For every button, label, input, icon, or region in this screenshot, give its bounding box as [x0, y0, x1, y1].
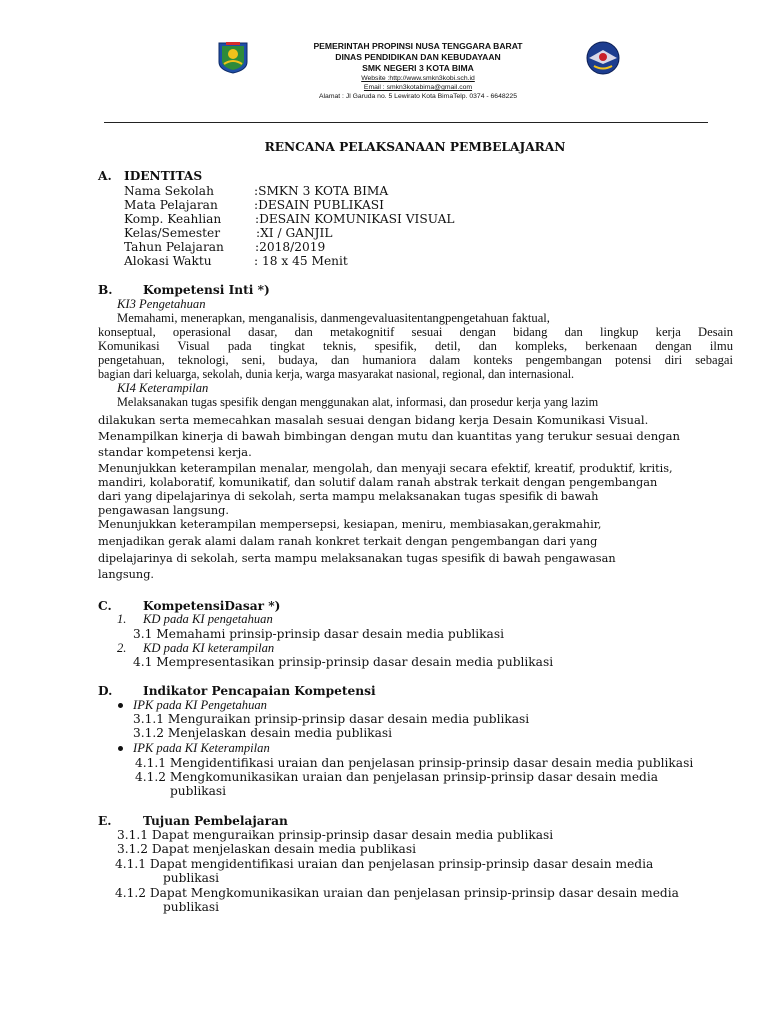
- section-a-letter: A.: [98, 169, 112, 183]
- ki3-text-line: konseptual, operasional dasar, dan metakognitif sesuai dengan bidang dan lingkup kerja Desain: [98, 325, 733, 339]
- kd-number: 2.: [117, 641, 127, 655]
- section-a-heading: IDENTITAS: [124, 169, 203, 183]
- letterhead-line-1: PEMERINTAH PROPINSI NUSA TENGGARA BARAT: [313, 41, 523, 51]
- section-e-heading: Tujuan Pembelajaran: [143, 814, 288, 828]
- school-logo: [585, 40, 621, 76]
- identitas-label: Alokasi Waktu: [124, 254, 212, 268]
- ki4-text-line: Menampilkan kinerja di bawah bimbingan dengan mutu dan kuantitas yang terukur sesuai dengan: [98, 429, 680, 443]
- ki4-label: KI4 Keterampilan: [117, 381, 209, 395]
- section-c-heading: KompetensiDasar *): [143, 599, 281, 613]
- tujuan-item: 4.1.2 Dapat Mengkomunikasikan uraian dan penjelasan prinsip-prinsip dasar desain media: [115, 886, 679, 900]
- identitas-value: :DESAIN KOMUNIKASI VISUAL: [255, 212, 455, 226]
- identitas-value: : 18 x 45 Menit: [254, 254, 348, 268]
- kd-item: 3.1 Memahami prinsip-prinsip dasar desain media publikasi: [133, 627, 504, 641]
- ki4-text-line: Menunjukkan keterampilan menalar, mengolah, dan menyaji secara efektif, kreatif, produktif, kritis,: [98, 462, 673, 475]
- tujuan-item: 3.1.2 Dapat menjelaskan desain media publikasi: [117, 842, 416, 856]
- identitas-value: :2018/2019: [255, 240, 326, 254]
- identitas-label: Tahun Pelajaran: [124, 240, 224, 254]
- ki4-text-line: standar kompetensi kerja.: [98, 445, 252, 459]
- identitas-label: Komp. Keahlian: [124, 212, 222, 226]
- ki4-text-line: dipelajarinya di sekolah, serta mampu melaksanakan tugas spesifik di bawah pengawasan: [98, 552, 616, 565]
- tujuan-item-continuation: publikasi: [163, 900, 220, 914]
- kd-number: 1.: [117, 612, 127, 626]
- identitas-value: :SMKN 3 KOTA BIMA: [254, 184, 389, 198]
- tujuan-item: 3.1.1 Dapat menguraikan prinsip-prinsip dasar desain media publikasi: [117, 828, 554, 842]
- section-c-letter: C.: [98, 599, 112, 613]
- ki3-label: KI3 Pengetahuan: [117, 297, 206, 311]
- identitas-value: :DESAIN PUBLIKASI: [254, 198, 384, 212]
- letterhead-line-3: SMK NEGERI 3 KOTA BIMA: [362, 63, 474, 73]
- ipk-item: 4.1.1 Mengidentifikasi uraian dan penjelasan prinsip-prinsip dasar desain media publikasi: [135, 756, 694, 770]
- letterhead-website: Website :http://www.smkn3kobi.sch.id: [361, 75, 475, 82]
- identitas-label: Nama Sekolah: [124, 184, 214, 198]
- ki4-text-line: mandiri, kolaboratif, komunikatif, dan solutif dalam ranah abstrak terkait dengan pengembangan: [98, 476, 658, 489]
- provincial-emblem-logo: [216, 40, 250, 74]
- ki3-text-line: Memahami, menerapkan, menganalisis, danmengevaluasitentangpengetahuan faktual,: [117, 311, 550, 325]
- kd-label: KD pada KI keterampilan: [143, 641, 275, 655]
- section-e-letter: E.: [98, 814, 112, 828]
- section-b-letter: B.: [98, 283, 113, 297]
- ki4-text-line: Menunjukkan keterampilan mempersepsi, kesiapan, meniru, membiasakan,gerakmahir,: [98, 518, 602, 531]
- tujuan-item: 4.1.1 Dapat mengidentifikasi uraian dan penjelasan prinsip-prinsip dasar desain media: [115, 857, 654, 871]
- ipk-group-label: IPK pada KI Keterampilan: [133, 741, 270, 755]
- section-b-heading: Kompetensi Inti *): [143, 283, 270, 297]
- letterhead-divider: [104, 122, 708, 123]
- ki4-text-line: menjadikan gerak alami dalam ranah konkret terkait dengan pengembangan dari yang: [98, 535, 598, 548]
- identitas-label: Mata Pelajaran: [124, 198, 218, 212]
- kd-item: 4.1 Mempresentasikan prinsip-prinsip dasar desain media publikasi: [133, 655, 554, 669]
- tujuan-item-continuation: publikasi: [163, 871, 220, 885]
- ki3-text-line: bagian dari keluarga, sekolah, dunia kerja, warga masyarakat nasional, regional, dan internasional.: [98, 367, 575, 381]
- ki4-text-line: Melaksanakan tugas spesifik dengan menggunakan alat, informasi, dan prosedur kerja yang lazim: [117, 395, 599, 409]
- ki4-text-line: dari yang dipelajarinya di sekolah, serta mampu melaksanakan tugas spesifik di bawah: [98, 490, 599, 503]
- ipk-item-continuation: publikasi: [170, 784, 227, 798]
- ipk-item: 3.1.2 Menjelaskan desain media publikasi: [133, 726, 393, 740]
- ki4-text-line: dilakukan serta memecahkan masalah sesuai dengan bidang kerja Desain Komunikasi Visual.: [98, 413, 649, 427]
- identitas-value: :XI / GANJIL: [256, 226, 333, 240]
- ki4-text-line: pengawasan langsung.: [98, 504, 229, 517]
- kd-label: KD pada KI pengetahuan: [143, 612, 273, 626]
- ipk-item: 3.1.1 Menguraikan prinsip-prinsip dasar desain media publikasi: [133, 712, 530, 726]
- ki4-text-line: langsung.: [98, 568, 155, 581]
- letterhead-email: Email : smkn3kotabima@gmail.com: [363, 84, 473, 91]
- section-d-letter: D.: [98, 684, 113, 698]
- identitas-label: Kelas/Semester: [124, 226, 221, 240]
- letterhead-line-2: DINAS PENDIDIKAN DAN KEBUDAYAAN: [335, 52, 501, 62]
- page-title: RENCANA PELAKSANAAN PEMBELAJARAN: [264, 140, 566, 154]
- letterhead-address: Alamat : Jl Garuda no. 5 Lewirato Kota BimaTelp. 0374 - 6648225: [319, 93, 517, 100]
- ipk-group-label: IPK pada KI Pengetahuan: [133, 698, 267, 712]
- ki3-text-line: Komunikasi Visual pada tingkat teknis, spesifik, detil, dan kompleks, berkenaan dengan ilmu: [98, 339, 733, 353]
- ipk-item: 4.1.2 Mengkomunikasikan uraian dan penjelasan prinsip-prinsip dasar desain media: [135, 770, 658, 784]
- section-d-heading: Indikator Pencapaian Kompetensi: [143, 684, 376, 698]
- ki3-text-line: pengetahuan, teknologi, seni, budaya, dan humaniora dalam konteks pengembangan potensi diri sebagai: [98, 353, 733, 367]
